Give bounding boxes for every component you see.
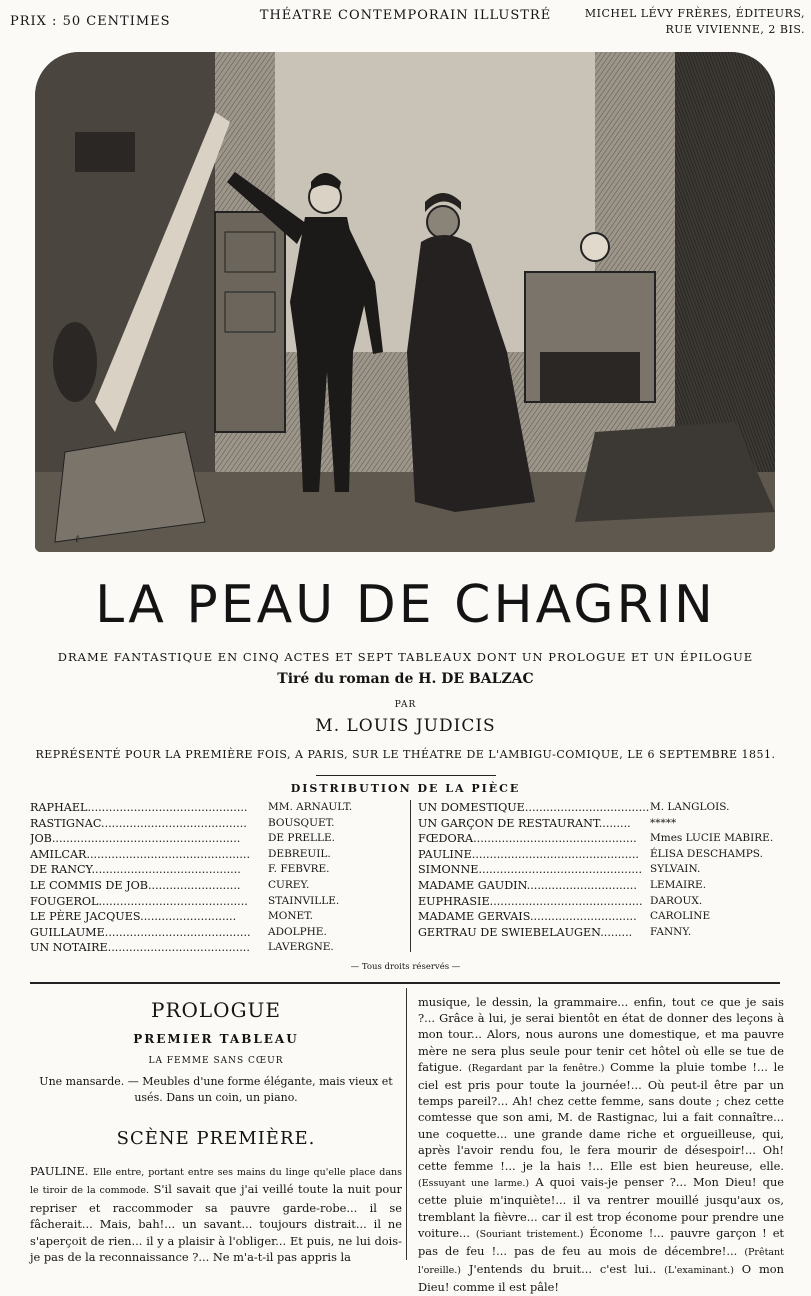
cast-row: LE COMMIS DE JOB.......................... CUREY.: [30, 878, 310, 892]
cast-list-left: [30, 800, 410, 956]
publisher-name: MICHEL LÉVY FRÈRES, ÉDITEURS,: [584, 7, 805, 20]
cast-row: MADAME GERVAIS.............................. CAROLINE: [418, 910, 711, 924]
par-label: PAR: [394, 700, 417, 710]
section-rule: [30, 982, 780, 984]
rights-note: — Tous droits réservés —: [350, 962, 461, 972]
tableau-subtitle: LA FEMME SANS CŒUR: [148, 1056, 284, 1066]
cast-row: UN GARÇON DE RESTAURANT......... *****: [418, 816, 677, 830]
author-name: M. LOUIS JUDICIS: [315, 716, 496, 736]
publisher-address: RUE VIVIENNE, 2 BIS.: [665, 23, 805, 36]
price-label: PRIX : 50 CENTIMES: [10, 14, 171, 29]
series-title: THÉATRE CONTEMPORAIN ILLUSTRÉ: [259, 8, 552, 23]
cast-row: FOUGEROL.......................................... STAINVILLE.: [30, 894, 340, 908]
stage-direction: (Regardant par la fenêtre.): [467, 1062, 605, 1074]
cast-row: RAPHAEL............................................. MM. ARNAULT.: [30, 801, 353, 814]
cast-row: GUILLAUME......................................... ADOLPHE.: [30, 925, 327, 939]
dialogue-text: musique, le dessin, la grammaire... enfin, tout ce que je sais ?... Grâce à lui, je serai bientôt en état de donner des leçons à mon tour... Alors, nous aurons une domestique, et ma pauvre mère ne sera plus seule pour tenir cet hôtel où elle se tue de fatigue.: [418, 995, 784, 1074]
masthead: [0, 0, 811, 48]
stage-direction: (Souriant tristement.): [475, 1228, 584, 1240]
cast-row: LE PÈRE JACQUES........................... MONET.: [30, 910, 314, 924]
dialogue-paragraph: [418, 994, 784, 1296]
play-title: LA PEAU DE CHAGRIN: [95, 575, 716, 635]
play-source: Tiré du roman de H. DE BALZAC: [277, 671, 534, 687]
dialogue-text: S'il savait que j'ai veillé toute la nuit pour repriser et raccommoder sa pauvre garde-robe... il se fâcherait... Mais, bah!... un savant... toujours distrait... il ne s'aperçoit de rien... il y a plaisir à l'obliger... Et puis, ne lui dois-je pas de la reconnaissance ?... Ne m'a-t-il pas appris la: [30, 1182, 402, 1265]
cast-list-right: [418, 800, 784, 940]
divider: [316, 775, 496, 776]
column-divider: [406, 988, 407, 1260]
dialogue-text: J'entends du bruit... c'est lui..: [468, 1262, 657, 1277]
cast-heading: DISTRIBUTION DE LA PIÈCE: [290, 782, 521, 795]
text-column-right: [418, 994, 784, 1296]
cast-row: SIMONNE.............................................. SYLVAIN.: [418, 863, 701, 877]
dialogue-text: Économe !... pauvre garçon ! et pas de feu !... pas de feu au mois de décembre!...: [418, 1225, 785, 1259]
dialogue-text: O mon Dieu! comme il est pâle!: [418, 1262, 784, 1295]
svg-text:ℓ: ℓ: [75, 534, 80, 545]
stage-direction: (L'examinant.): [664, 1265, 734, 1277]
cast-row: PAULINE............................................... ÉLISA DESCHAMPS.: [418, 847, 763, 861]
cast-row: DE RANCY.......................................... F. FEBVRE.: [30, 863, 330, 877]
cast-row: GERTRAU DE SWIEBELAUGEN......... FANNY.: [418, 925, 692, 939]
engraving-illustration: [35, 52, 775, 552]
engraving-stage-scene-icon: [35, 52, 775, 552]
play-subtitle: DRAME FANTASTIQUE EN CINQ ACTES ET SEPT TABLEAUX DONT UN PROLOGUE ET UN ÉPILOGUE: [57, 650, 754, 664]
text-column-left: [30, 998, 402, 1265]
dialogue-text: Comme la pluie tombe !... le ciel est pris pour toute la journée!... Où peut-il être par un temps pareil?... Ah! chez cette femme, sans doute ; chez cette comtesse que son ami, M. de Rastignac, lui a fait connaître... une coquette... une grande dame riche et orgueilleuse, qui, après l'avoir rendu fou, le fera mourir de désespoir!... Oh! cette femme !... je la hais !... Elle est bien heureuse, elle.: [418, 1059, 784, 1174]
cast-row: AMILCAR.............................................. DEBREUIL.: [30, 847, 331, 861]
speaker-name: PAULINE.: [30, 1164, 89, 1178]
dialogue-paragraph: [30, 1163, 402, 1265]
cast-row: MADAME GAUDIN............................... LEMAIRE.: [418, 878, 707, 892]
cast-row: UN DOMESTIQUE................................... M. LANGLOIS.: [418, 801, 730, 814]
cast-row: RASTIGNAC......................................... BOUSQUET.: [30, 816, 335, 830]
dialogue-text: A quoi vais-je penser ?... Mon Dieu! que cette pluie m'inquiète!... il va rentrer mouillé jusqu'aux os, tremblant la fièvre... car il est trop économe pour prendre une voiture...: [418, 1175, 785, 1240]
stage-direction: Elle entre, portant entre ses mains du linge qu'elle place dans le tiroir de la commode.: [30, 1167, 402, 1197]
prologue-heading: PROLOGUE: [150, 998, 282, 1022]
cast-row: FŒDORA.............................................. Mmes LUCIE MABIRE.: [418, 832, 774, 846]
cast-row: EUPHRASIE........................................... DAROUX.: [418, 894, 703, 908]
tableau-heading: PREMIER TABLEAU: [133, 1032, 299, 1046]
cast-divider: [410, 800, 411, 952]
stage-direction: (Essuyant une larme.): [418, 1178, 530, 1190]
stage-direction: (Prêtant l'oreille.): [418, 1247, 784, 1277]
premiere-note: REPRÉSENTÉ POUR LA PREMIÈRE FOIS, A PARIS, SUR LE THÉATRE DE L'AMBIGU-COMIQUE, LE 6 SEPTEMBRE 1851.: [35, 748, 776, 761]
cast-row: UN NOTAIRE........................................ LAVERGNE.: [30, 941, 334, 955]
stage-setting: Une mansarde. — Meubles d'une forme élégante, mais vieux et usés. Dans un coin, un piano.: [39, 1075, 393, 1104]
scene-heading: SCÈNE PREMIÈRE.: [116, 1128, 316, 1149]
cast-row: JOB..................................................... DE PRELLE.: [30, 832, 336, 846]
publisher: [585, 6, 805, 38]
